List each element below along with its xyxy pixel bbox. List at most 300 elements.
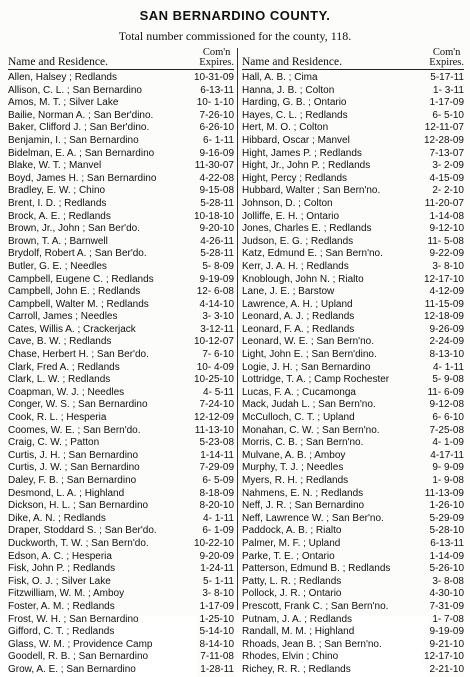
list-item: [8, 198, 234, 211]
expires-heading-line1: Com'n: [202, 47, 231, 58]
list-item: [242, 160, 464, 173]
list-item: [8, 274, 234, 287]
list-item: [242, 399, 464, 412]
column-divider: [237, 48, 238, 610]
list-item: [8, 97, 234, 110]
entry-name-residence: Richey, R. R. ; Redlands: [242, 663, 351, 675]
list-item: [242, 185, 464, 198]
list-item: [242, 148, 464, 161]
expires-heading-line2: Expires.: [199, 57, 234, 68]
entry-name-residence: Mulvane, A. B. ; Amboy: [242, 449, 346, 461]
entry-expiry-date: 10-18-10: [193, 210, 234, 222]
list-item: [8, 450, 234, 463]
entry-name-residence: Monahan, C. W. ; San Bern'no.: [242, 424, 380, 436]
list-item: [242, 563, 464, 576]
entry-name-residence: Coomes, W. E. ; San Bern'do.: [8, 424, 141, 436]
name-residence-heading: Name and Residence.: [8, 56, 108, 68]
list-item: [8, 651, 234, 664]
list-item: [8, 601, 234, 614]
entry-name-residence: Benjamin, I. ; San Bernardino: [8, 134, 139, 146]
entry-name-residence: Cave, B. W. ; Redlands: [8, 336, 112, 348]
list-item: [8, 425, 234, 438]
list-item: [8, 374, 234, 387]
entry-name-residence: Hayes, C. L. ; Redlands: [242, 109, 348, 121]
entry-expiry-date: 9-26-09: [429, 323, 464, 335]
list-item: [242, 110, 464, 123]
entry-expiry-date: 3- 8-10: [432, 260, 464, 272]
entry-name-residence: Katz, Edmund E. ; San Bern'no.: [242, 248, 383, 260]
entry-name-residence: Hight, Jr., John P. ; Redlands: [242, 160, 371, 172]
entry-expiry-date: 1-25-10: [199, 613, 234, 625]
list-item: [242, 349, 464, 362]
list-item: [242, 525, 464, 538]
name-residence-heading: Name and Residence.: [242, 56, 342, 68]
entry-expiry-date: 11-13-10: [194, 424, 234, 436]
list-item: [242, 576, 464, 589]
entry-expiry-date: 12-11-07: [424, 122, 464, 134]
entry-name-residence: Campbell, John E. ; Redlands: [8, 286, 141, 298]
entry-expiry-date: 3- 8-08: [432, 575, 464, 587]
right-entries: [242, 72, 464, 677]
list-item: [8, 122, 234, 135]
entry-name-residence: Neff, Lawrence W. ; San Ber'no.: [242, 512, 384, 524]
entry-expiry-date: 10- 1-10: [196, 97, 234, 109]
entry-expiry-date: 9-12-08: [429, 399, 464, 411]
entry-name-residence: Lawrence, A. H. ; Upland: [242, 298, 353, 310]
list-item: [242, 614, 464, 627]
entry-name-residence: Lucas, F. A. ; Cucamonga: [242, 386, 356, 398]
list-item: [8, 223, 234, 236]
left-column-header: [8, 48, 234, 70]
entry-name-residence: Knoblough, John N. ; Rialto: [242, 273, 364, 285]
entry-expiry-date: 4-14-10: [199, 298, 234, 310]
list-item: [8, 525, 234, 538]
entry-name-residence: Cook, R. L. ; Hesperia: [8, 412, 107, 424]
entry-expiry-date: 11-30-07: [194, 160, 234, 172]
entry-expiry-date: 10-12-07: [193, 336, 234, 348]
entry-name-residence: Patty, L. R. ; Redlands: [242, 575, 342, 587]
entry-expiry-date: 4-12-09: [429, 286, 464, 298]
entry-name-residence: Dickson, H. L. ; San Bernardino: [8, 500, 149, 512]
entry-expiry-date: 6- 1-09: [202, 525, 234, 537]
entry-name-residence: Allen, Halsey ; Redlands: [8, 72, 117, 83]
list-item: [242, 551, 464, 564]
list-item: [8, 614, 234, 627]
entry-expiry-date: 9-22-09: [429, 248, 464, 260]
entry-expiry-date: 12-17-10: [423, 651, 464, 663]
entry-name-residence: Hall, A. B. ; Cima: [242, 72, 318, 83]
entry-name-residence: Allison, C. L. ; San Bernardino: [8, 84, 142, 96]
list-item: [8, 173, 234, 186]
entry-name-residence: Fisk, O. J. ; Silver Lake: [8, 575, 111, 587]
list-item: [242, 311, 464, 324]
list-item: [242, 664, 464, 677]
list-item: [242, 336, 464, 349]
list-item: [8, 362, 234, 375]
entry-name-residence: Carroll, James ; Needles: [8, 311, 118, 323]
entry-name-residence: Baker, Clifford J. ; San Ber'dino.: [8, 122, 150, 134]
list-item: [242, 639, 464, 652]
list-item: [242, 211, 464, 224]
entry-name-residence: Judson, E. G. ; Redlands: [242, 235, 354, 247]
entry-name-residence: Hight, Percy ; Redlands: [242, 172, 348, 184]
entry-name-residence: Murphy, T. J. ; Needles: [242, 462, 344, 474]
entry-expiry-date: 9-19-09: [199, 273, 234, 285]
entry-expiry-date: 10-25-10: [193, 374, 234, 386]
entry-name-residence: Dike, A. N. ; Redlands: [8, 512, 106, 524]
entry-name-residence: Goodell, R. B. ; San Bernardino: [8, 651, 149, 663]
entry-name-residence: Leonard, F. A. ; Redlands: [242, 323, 355, 335]
entry-name-residence: Bailie, Norman A. ; San Ber'dino.: [8, 109, 154, 121]
list-item: [8, 475, 234, 488]
list-item: [242, 538, 464, 551]
entry-name-residence: Daley, F. B. ; San Bernardino: [8, 475, 137, 486]
entry-name-residence: Harding, G. B. ; Ontario: [242, 97, 347, 109]
entry-name-residence: Edson, A. C. ; Hesperia: [8, 550, 112, 562]
entry-expiry-date: 1- 9-08: [432, 475, 464, 486]
entry-name-residence: Blake, W. T. ; Manvel: [8, 160, 102, 172]
entry-expiry-date: 12- 6-08: [196, 286, 234, 298]
list-item: [8, 261, 234, 274]
entry-name-residence: Cates, Willis A. ; Crackerjack: [8, 323, 136, 335]
list-item: [242, 324, 464, 337]
entry-name-residence: Clark, L. W. ; Redlands: [8, 374, 111, 386]
list-item: [242, 72, 464, 85]
entry-name-residence: Amos, M. T. ; Silver Lake: [8, 97, 119, 109]
entry-expiry-date: 9-16-09: [199, 147, 234, 159]
entry-name-residence: Boyd, James H. ; San Bernardino: [8, 172, 157, 184]
entry-expiry-date: 4-17-11: [430, 449, 464, 461]
list-item: [242, 173, 464, 186]
list-item: [8, 437, 234, 450]
entry-expiry-date: 5-14-10: [199, 626, 234, 638]
entry-expiry-date: 5-29-09: [429, 512, 464, 524]
entry-expiry-date: 10- 4-09: [196, 361, 234, 373]
list-item: [242, 500, 464, 513]
entry-name-residence: Neff, J. R. ; San Bernardino: [242, 500, 365, 512]
list-item: [8, 248, 234, 261]
list-item: [8, 399, 234, 412]
list-item: [8, 538, 234, 551]
entry-expiry-date: 6-26-10: [199, 122, 234, 134]
list-item: [242, 513, 464, 526]
entry-name-residence: Hert, M. O. ; Colton: [242, 122, 329, 134]
total-commissioned: Total number commissioned for the county, 118.: [118, 29, 352, 43]
entry-expiry-date: 1-14-09: [429, 550, 464, 562]
entry-expiry-date: 3- 8-10: [202, 588, 234, 600]
list-item: [242, 488, 464, 501]
list-item: [242, 374, 464, 387]
entry-expiry-date: 9-21-10: [429, 638, 464, 650]
entry-expiry-date: 11-15-09: [424, 298, 464, 310]
list-item: [242, 475, 464, 488]
entry-name-residence: Nahmens, E. N. ; Redlands: [242, 487, 364, 499]
entry-expiry-date: 2- 2-10: [432, 185, 464, 197]
entry-name-residence: Coapman, W. J. ; Needles: [8, 386, 125, 398]
list-item: [8, 349, 234, 362]
entry-expiry-date: 9-19-09: [429, 626, 464, 638]
list-item: [8, 488, 234, 501]
list-item: [242, 248, 464, 261]
list-item: [8, 551, 234, 564]
entry-expiry-date: 3- 2-09: [432, 160, 464, 172]
entry-expiry-date: 12-17-10: [423, 273, 464, 285]
entry-name-residence: Brydolf, Robert A. ; San Ber'do.: [8, 248, 147, 260]
entry-name-residence: Johnson, D. ; Colton: [242, 197, 333, 209]
list-item: [8, 563, 234, 576]
entry-expiry-date: 4- 5-11: [203, 386, 234, 398]
entry-name-residence: Hight, James P. ; Redlands: [242, 147, 362, 159]
entry-name-residence: Paddock, A. B. ; Rialto: [242, 525, 342, 537]
entry-expiry-date: 7-26-10: [199, 109, 234, 121]
list-item: [242, 450, 464, 463]
list-item: [8, 513, 234, 526]
list-item: [8, 324, 234, 337]
entry-name-residence: Campbell, Eugene C. ; Redlands: [8, 273, 154, 285]
list-item: [8, 387, 234, 400]
list-item: [8, 185, 234, 198]
entry-name-residence: Rhoads, Jean B. ; San Bern'no.: [242, 638, 382, 650]
entry-name-residence: Campbell, Walter M. ; Redlands: [8, 298, 149, 310]
entry-expiry-date: 7-13-07: [429, 147, 464, 159]
entry-name-residence: Hubbard, Walter ; San Bern'no.: [242, 185, 381, 197]
entry-expiry-date: 10-22-10: [193, 537, 234, 549]
entry-name-residence: Parke, T. E. ; Ontario: [242, 550, 335, 562]
list-item: [242, 198, 464, 211]
list-item: [8, 462, 234, 475]
entry-expiry-date: 7- 6-10: [202, 349, 234, 361]
list-item: [242, 425, 464, 438]
entry-expiry-date: 1- 7-08: [432, 613, 464, 625]
list-item: [8, 148, 234, 161]
entry-expiry-date: 8-13-10: [429, 349, 464, 361]
entry-expiry-date: 11-20-07: [424, 197, 464, 209]
entry-name-residence: Lane, J. E. ; Barstow: [242, 286, 335, 298]
entry-expiry-date: 9- 9-09: [432, 462, 464, 474]
left-column: [8, 48, 234, 677]
expires-heading: [429, 48, 464, 68]
entry-expiry-date: 7-29-09: [199, 462, 234, 474]
list-item: [242, 601, 464, 614]
list-item: [242, 122, 464, 135]
entry-expiry-date: 4-22-08: [199, 172, 234, 184]
list-item: [242, 651, 464, 664]
entry-name-residence: Jolliffe, E. H. ; Ontario: [242, 210, 340, 222]
entry-name-residence: Clark, Fred A. ; Redlands: [8, 361, 120, 373]
list-item: [242, 437, 464, 450]
list-item: [8, 160, 234, 173]
entry-name-residence: Palmer, M. F. ; Upland: [242, 537, 341, 549]
list-item: [242, 274, 464, 287]
entry-expiry-date: 1-28-11: [200, 663, 234, 675]
entry-expiry-date: 9-15-08: [199, 185, 234, 197]
entry-expiry-date: 7-11-08: [200, 651, 234, 663]
entry-expiry-date: 5-28-11: [200, 248, 234, 260]
list-item: [8, 336, 234, 349]
entry-expiry-date: 4- 1-11: [433, 361, 464, 373]
right-column-header: [242, 48, 464, 70]
entry-expiry-date: 7-24-10: [199, 399, 234, 411]
entry-expiry-date: 5-26-10: [429, 563, 464, 575]
entry-expiry-date: 2-21-10: [429, 663, 464, 675]
entry-name-residence: Curtis, J. H. ; San Bernardino: [8, 449, 139, 461]
list-item: [8, 500, 234, 513]
entry-name-residence: Craig, C. W. ; Patton: [8, 437, 100, 449]
entry-expiry-date: 4-30-10: [429, 588, 464, 600]
entry-name-residence: Leonard, A. J. ; Redlands: [242, 311, 355, 323]
list-item: [242, 362, 464, 375]
list-item: [242, 236, 464, 249]
entry-name-residence: Brock, A. E. ; Redlands: [8, 210, 111, 222]
list-item: [8, 85, 234, 98]
list-item: [8, 299, 234, 312]
entry-name-residence: Desmond, L. A. ; Highland: [8, 487, 125, 499]
entry-expiry-date: 8-18-09: [199, 487, 234, 499]
entry-name-residence: Kerr, J. A. H. ; Redlands: [242, 260, 349, 272]
list-item: [242, 223, 464, 236]
entry-name-residence: Gifford, C. T. ; Redlands: [8, 626, 115, 638]
entry-expiry-date: 6- 1-11: [203, 134, 234, 146]
entry-expiry-date: 7-25-08: [429, 424, 464, 436]
entry-name-residence: Duckworth, T. W. ; San Bern'do.: [8, 537, 149, 549]
list-item: [8, 236, 234, 249]
entry-expiry-date: 4-26-11: [200, 235, 234, 247]
left-entries: [8, 72, 234, 677]
list-item: [242, 462, 464, 475]
entry-expiry-date: 1-17-09: [199, 600, 234, 612]
entry-name-residence: Conger, W. S. ; San Bernardino: [8, 399, 148, 411]
list-item: [242, 135, 464, 148]
list-item: [8, 211, 234, 224]
entry-expiry-date: 6-13-11: [430, 537, 464, 549]
list-item: [242, 286, 464, 299]
entry-expiry-date: 4- 1-11: [203, 512, 234, 524]
entry-name-residence: Lottridge, T. A. ; Camp Rochester: [242, 374, 390, 386]
entry-name-residence: Chase, Herbert H. ; San Ber'do.: [8, 349, 149, 361]
entry-expiry-date: 3-12-11: [200, 323, 234, 335]
list-item: [8, 588, 234, 601]
entry-name-residence: Mack, Judah L. ; San Bern'no.: [242, 399, 376, 411]
entry-name-residence: Bidelman, E. A. ; San Bernardino: [8, 147, 155, 159]
entry-expiry-date: 9-20-10: [199, 223, 234, 235]
entry-expiry-date: 2-24-09: [429, 336, 464, 348]
entry-name-residence: Myers, R. H. ; Redlands: [242, 475, 349, 486]
list-item: [8, 639, 234, 652]
expires-heading-line2: Expires.: [429, 57, 464, 68]
entry-name-residence: Rhodes, Elvin ; Chino: [242, 651, 339, 663]
entry-name-residence: Morris, C. B. ; San Bern'no.: [242, 437, 364, 449]
entry-expiry-date: 12-18-09: [423, 311, 464, 323]
right-column: [242, 48, 464, 677]
entry-name-residence: Randall, M. M. ; Highland: [242, 626, 355, 638]
entry-name-residence: Glass, W. M. ; Providence Camp: [8, 638, 153, 650]
entry-expiry-date: 7-31-09: [429, 600, 464, 612]
entry-name-residence: Curtis, J. W. ; San Bernardino: [8, 462, 140, 474]
list-item: [242, 97, 464, 110]
list-item: [8, 311, 234, 324]
entry-expiry-date: 6- 5-09: [202, 475, 234, 486]
list-item: [8, 286, 234, 299]
list-item: [242, 299, 464, 312]
entry-expiry-date: 5-17-11: [430, 72, 464, 83]
list-item: [242, 261, 464, 274]
entry-expiry-date: 11- 6-09: [427, 386, 464, 398]
entry-name-residence: Hibbard, Oscar ; Manvel: [242, 134, 350, 146]
entry-name-residence: Jones, Charles E. ; Redlands: [242, 223, 372, 235]
entry-expiry-date: 5-28-11: [200, 197, 234, 209]
entry-expiry-date: 5- 1-11: [203, 575, 234, 587]
list-item: [8, 664, 234, 677]
entry-name-residence: Fitzwilliam, W. M. ; Amboy: [8, 588, 125, 600]
entry-name-residence: Brent, I. D. ; Redlands: [8, 197, 107, 209]
list-item: [242, 626, 464, 639]
list-item: [242, 412, 464, 425]
entry-expiry-date: 6-13-11: [200, 84, 234, 96]
entry-expiry-date: 6- 6-10: [432, 412, 464, 424]
list-item: [242, 387, 464, 400]
entry-name-residence: Frost, W. H. ; San Bernardino: [8, 613, 139, 625]
entry-name-residence: Fisk, John P. ; Redlands: [8, 563, 116, 575]
entry-name-residence: Bradley, E. W. ; Chino: [8, 185, 106, 197]
entry-name-residence: Prescott, Frank C. ; San Bern'no.: [242, 600, 389, 612]
entry-name-residence: Pollock, J. R. ; Ontario: [242, 588, 342, 600]
entry-name-residence: Butler, G. E. ; Needles: [8, 260, 107, 272]
entry-expiry-date: 1-24-11: [200, 563, 234, 575]
entry-expiry-date: 6- 5-10: [432, 109, 464, 121]
entry-expiry-date: 1- 3-11: [433, 84, 464, 96]
entry-name-residence: Foster, A. M. ; Redlands: [8, 600, 115, 612]
entry-expiry-date: 5-28-10: [429, 525, 464, 537]
entry-name-residence: Hanna, J. B. ; Colton: [242, 84, 335, 96]
entry-expiry-date: 5- 8-09: [202, 260, 234, 272]
entry-name-residence: Leonard, W. E. ; San Bern'no.: [242, 336, 374, 348]
entry-name-residence: Draper, Stoddard S. ; San Ber'do.: [8, 525, 157, 537]
entry-expiry-date: 1-26-10: [429, 500, 464, 512]
entry-name-residence: Putnam, J. A. ; Redlands: [242, 613, 353, 625]
list-item: [8, 110, 234, 123]
entry-expiry-date: 12-12-09: [193, 412, 234, 424]
list-item: [8, 576, 234, 589]
entry-name-residence: Brown, Jr., John ; San Ber'do.: [8, 223, 140, 235]
entry-expiry-date: 9-12-10: [429, 223, 464, 235]
entry-expiry-date: 10-31-09: [193, 72, 234, 83]
expires-heading: [199, 48, 234, 68]
list-item: [8, 135, 234, 148]
entry-expiry-date: 1-14-11: [200, 449, 234, 461]
entry-expiry-date: 8-14-10: [199, 638, 234, 650]
entry-name-residence: Patterson, Edmund B. ; Redlands: [242, 563, 391, 575]
entry-expiry-date: 9-20-09: [199, 550, 234, 562]
entry-expiry-date: 5- 9-08: [432, 374, 464, 386]
entry-name-residence: Logie, J. H. ; San Bernardino: [242, 361, 371, 373]
list-item: [242, 588, 464, 601]
entry-name-residence: Grow, A. E. ; San Bernardino: [8, 663, 136, 675]
list-item: [8, 72, 234, 85]
list-item: [8, 412, 234, 425]
entry-name-residence: Light, John E. ; San Bern'dino.: [242, 349, 377, 361]
county-title: SAN BERNARDINO COUNTY.: [139, 8, 331, 23]
expires-heading-line1: Com'n: [432, 47, 461, 58]
entry-name-residence: McCulloch, C. T. ; Upland: [242, 412, 355, 424]
entry-expiry-date: 1-14-08: [429, 210, 464, 222]
entry-expiry-date: 3- 3-10: [202, 311, 234, 323]
entry-expiry-date: 11-13-09: [424, 487, 464, 499]
list-item: [242, 85, 464, 98]
entry-expiry-date: 4-15-09: [429, 172, 464, 184]
entry-expiry-date: 4- 1-09: [432, 437, 464, 449]
entry-expiry-date: 5-23-08: [199, 437, 234, 449]
entry-expiry-date: 8-20-10: [199, 500, 234, 512]
